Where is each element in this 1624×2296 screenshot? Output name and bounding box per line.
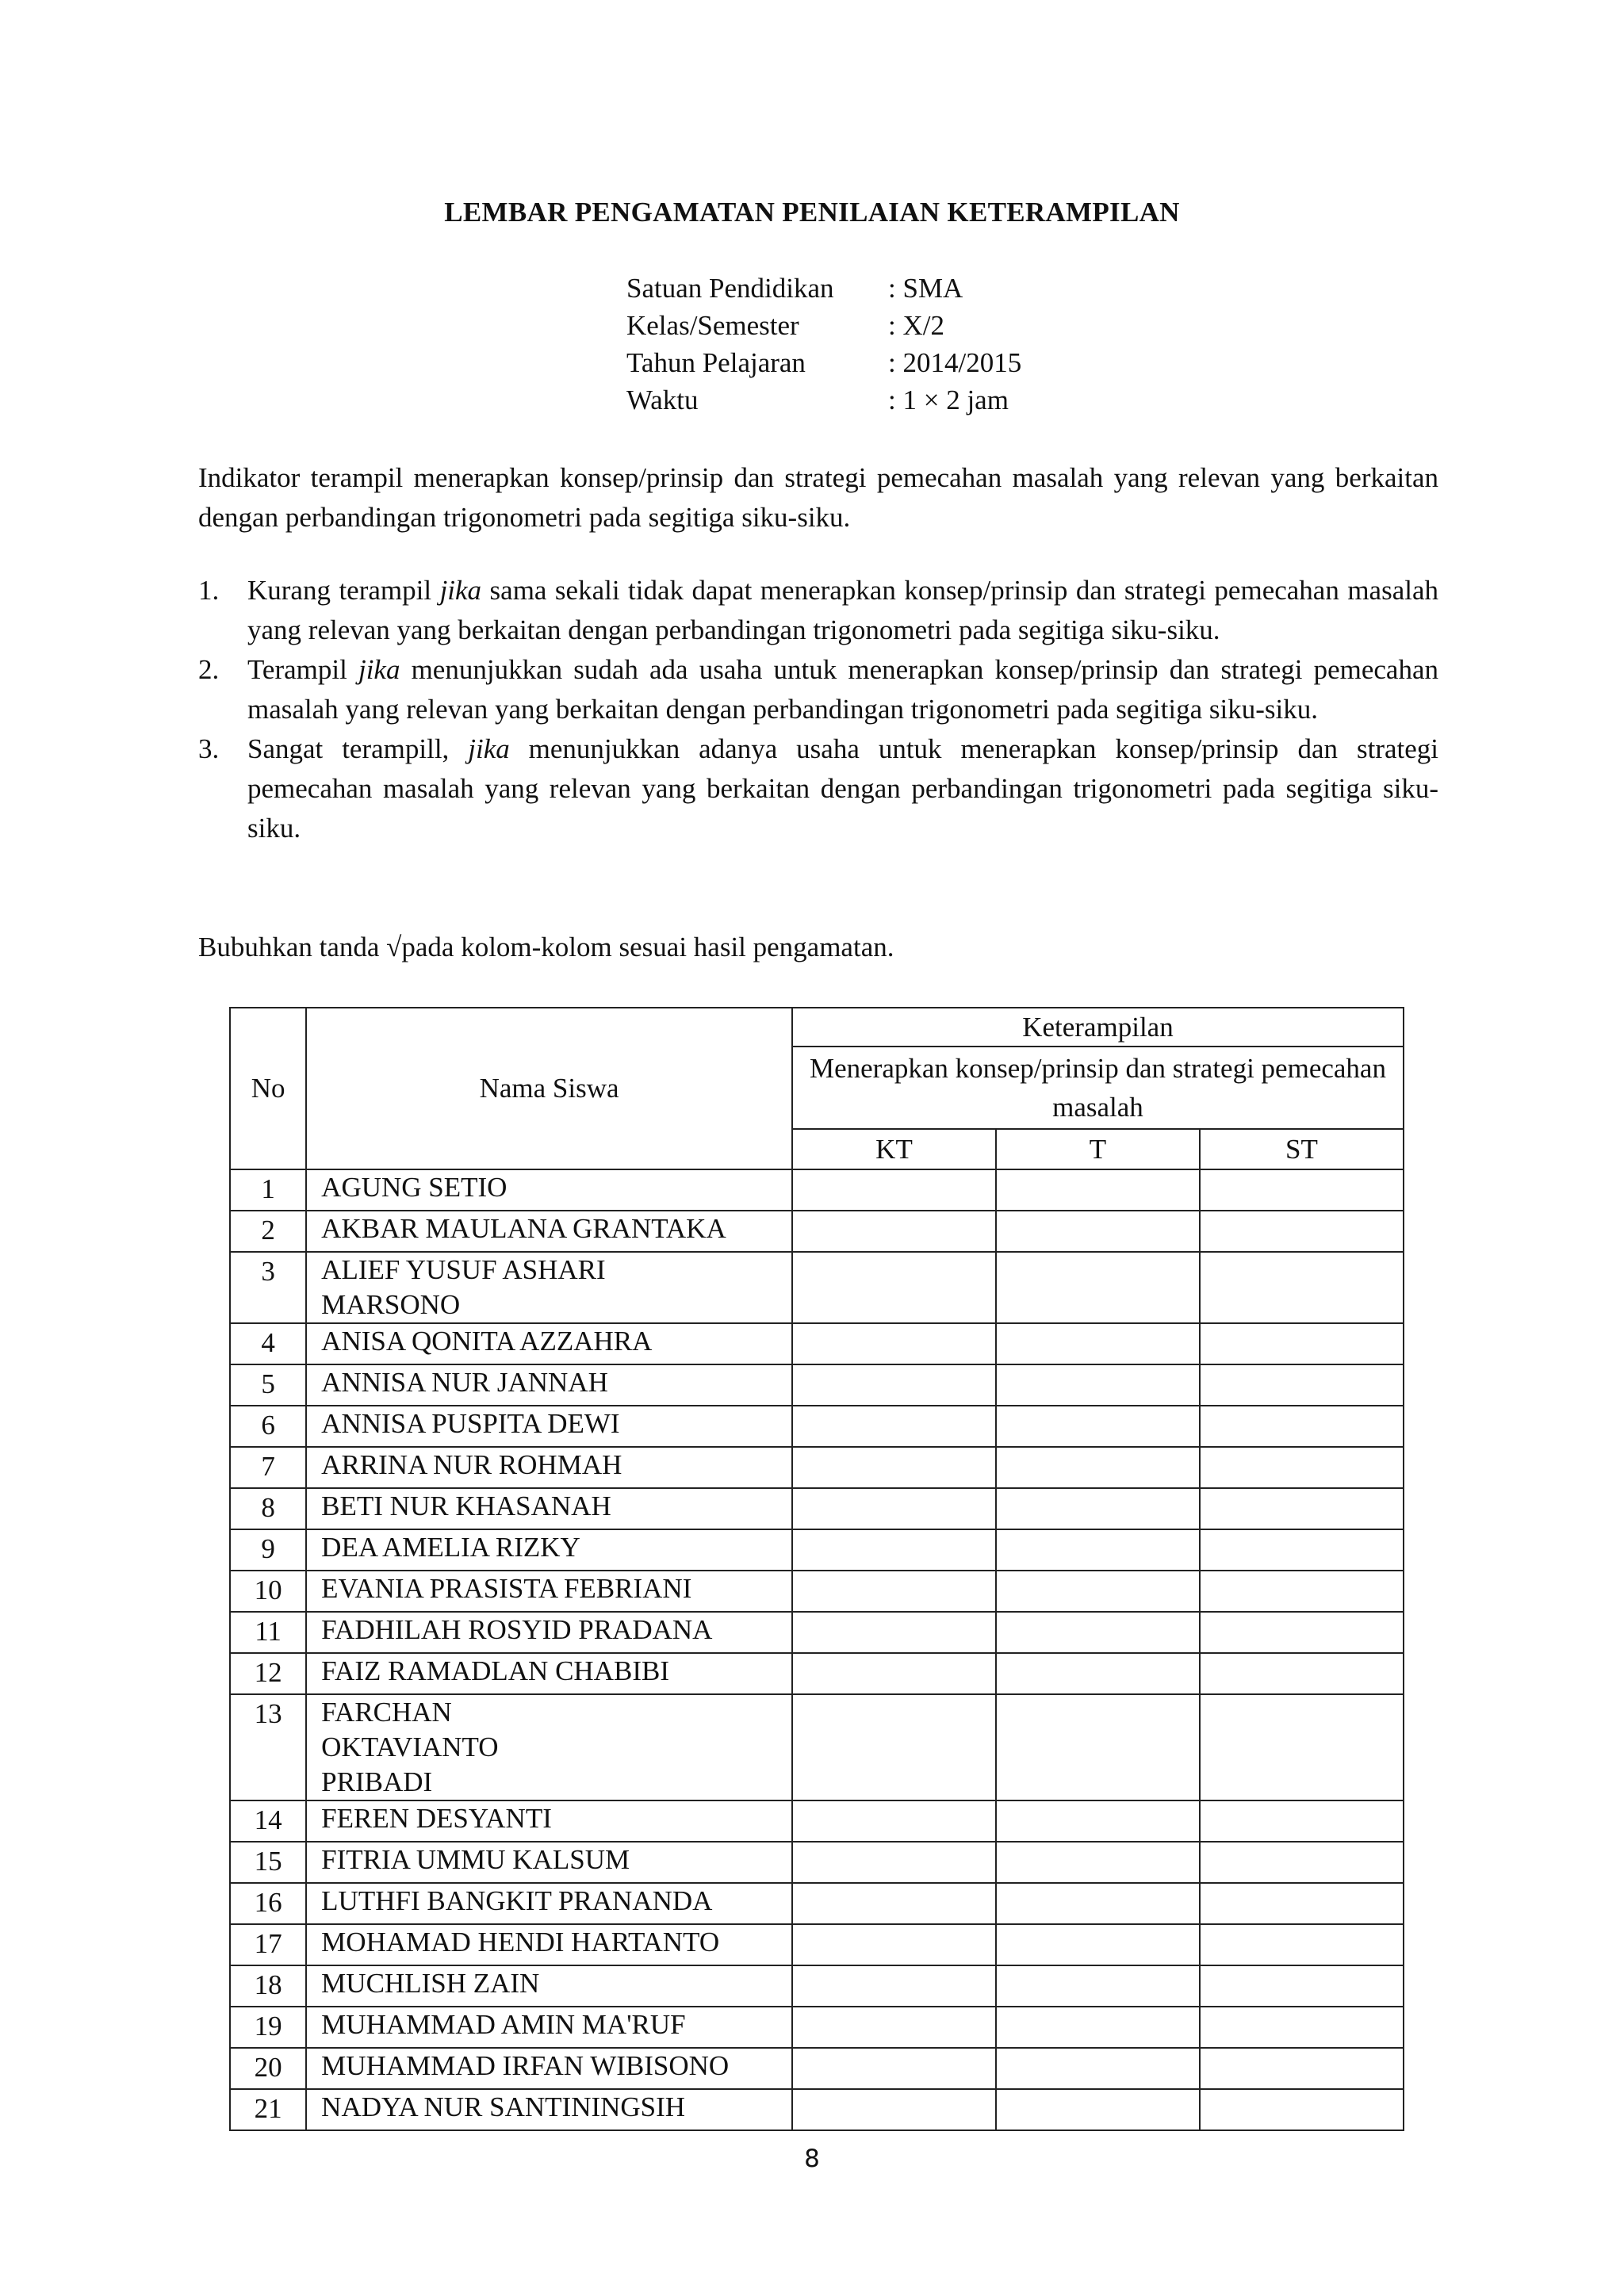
row-number: 16 [230, 1883, 306, 1924]
check-cell-kt[interactable] [792, 1169, 996, 1211]
table-row [230, 1252, 1404, 1323]
row-number: 11 [230, 1612, 306, 1653]
table-row [230, 1653, 1404, 1694]
table-body [230, 1169, 1404, 2130]
check-cell-st[interactable] [1200, 2007, 1404, 2048]
table-row [230, 1488, 1404, 1529]
table-row [230, 1883, 1404, 1924]
student-name: FAIZ RAMADLAN CHABIBI [306, 1653, 792, 1694]
criteria-text [247, 650, 1438, 729]
table-row [230, 2007, 1404, 2048]
meta-row [626, 270, 1021, 307]
check-cell-t[interactable] [996, 1883, 1200, 1924]
table-row [230, 1169, 1404, 1211]
check-cell-t[interactable] [996, 1924, 1200, 1965]
check-cell-st[interactable] [1200, 1447, 1404, 1488]
row-number: 14 [230, 1800, 306, 1842]
check-cell-kt[interactable] [792, 1529, 996, 1571]
check-cell-st[interactable] [1200, 1571, 1404, 1612]
check-cell-t[interactable] [996, 1364, 1200, 1406]
row-number: 6 [230, 1406, 306, 1447]
check-cell-kt[interactable] [792, 1842, 996, 1883]
table-row [230, 1571, 1404, 1612]
check-cell-t[interactable] [996, 1571, 1200, 1612]
student-name: MUHAMMAD IRFAN WIBISONO [306, 2048, 792, 2089]
check-cell-t[interactable] [996, 1323, 1200, 1364]
meta-value: : SMA [888, 273, 963, 304]
criteria-text [247, 729, 1438, 848]
check-cell-kt[interactable] [792, 1924, 996, 1965]
criteria-lead: Kurang terampil [247, 575, 440, 606]
check-cell-kt[interactable] [792, 1800, 996, 1842]
row-number: 2 [230, 1211, 306, 1252]
student-name: FITRIA UMMU KALSUM [306, 1842, 792, 1883]
check-cell-t[interactable] [996, 1842, 1200, 1883]
student-name: EVANIA PRASISTA FEBRIANI [306, 1571, 792, 1612]
check-cell-kt[interactable] [792, 2048, 996, 2089]
table-row [230, 1364, 1404, 1406]
criteria-list [198, 571, 1438, 848]
row-number: 1 [230, 1169, 306, 1211]
student-name: AGUNG SETIO [306, 1169, 792, 1211]
criteria-rest: menunjukkan adanya usaha untuk menerapkan konsep/prinsip dan strategi pemecahan masalah yang relevan yang berkaitan dengan perbandingan trigonometri pada segitiga siku-siku. [247, 733, 1438, 844]
criteria-italic: jika [468, 733, 510, 764]
instruction-text: Bubuhkan tanda √pada kolom-kolom sesuai hasil pengamatan. [198, 932, 894, 962]
check-cell-st[interactable] [1200, 1488, 1404, 1529]
meta-label: Kelas/Semester [626, 310, 799, 341]
row-number: 13 [230, 1694, 306, 1800]
header-st: ST [1200, 1129, 1404, 1169]
student-name: DEA AMELIA RIZKY [306, 1529, 792, 1571]
table-row [230, 1529, 1404, 1571]
table-row [230, 1323, 1404, 1364]
table-row [230, 1211, 1404, 1252]
check-cell-kt[interactable] [792, 1211, 996, 1252]
row-number: 3 [230, 1252, 306, 1323]
criteria-rest: menunjukkan sudah ada usaha untuk menerapkan konsep/prinsip dan strategi pemecahan masalah yang relevan yang berkaitan dengan perbandingan trigonometri pada segitiga siku-siku. [247, 654, 1438, 725]
check-cell-st[interactable] [1200, 1364, 1404, 1406]
criteria-italic: jika [358, 654, 400, 685]
criteria-italic: jika [439, 575, 482, 606]
check-cell-t[interactable] [996, 1406, 1200, 1447]
check-cell-st[interactable] [1200, 1842, 1404, 1883]
check-cell-kt[interactable] [792, 2089, 996, 2130]
meta-row [626, 344, 1021, 381]
check-cell-t[interactable] [996, 1653, 1200, 1694]
check-cell-kt[interactable] [792, 1252, 996, 1323]
criteria-number: 1. [198, 575, 220, 606]
check-cell-st[interactable] [1200, 1211, 1404, 1252]
student-name: ARRINA NUR ROHMAH [306, 1447, 792, 1488]
meta-label: Waktu [626, 385, 699, 415]
page-title: LEMBAR PENGAMATAN PENILAIAN KETERAMPILAN [444, 197, 1180, 228]
check-cell-t[interactable] [996, 1488, 1200, 1529]
criteria-lead: Sangat terampill, [247, 733, 469, 764]
check-cell-st[interactable] [1200, 1694, 1404, 1800]
meta-row [626, 307, 1021, 344]
row-number: 18 [230, 1965, 306, 2007]
check-cell-t[interactable] [996, 2007, 1200, 2048]
check-cell-kt[interactable] [792, 1488, 996, 1529]
check-cell-st[interactable] [1200, 1883, 1404, 1924]
table-row [230, 1924, 1404, 1965]
check-cell-t[interactable] [996, 1211, 1200, 1252]
student-name: MUCHLISH ZAIN [306, 1965, 792, 2007]
table-row [230, 1406, 1404, 1447]
student-name: NADYA NUR SANTININGSIH [306, 2089, 792, 2130]
check-cell-st[interactable] [1200, 2089, 1404, 2130]
page-number: 8 [804, 2145, 820, 2173]
check-cell-kt[interactable] [792, 1883, 996, 1924]
header-row [230, 1008, 1404, 1047]
row-number: 15 [230, 1842, 306, 1883]
indicator-paragraph: Indikator terampil menerapkan konsep/prinsip dan strategi pemecahan masalah yang relevan yang berkaitan dengan perbandingan trigonometri pada segitiga siku-siku. [198, 462, 1438, 533]
meta-value: : 1 × 2 jam [888, 385, 1009, 415]
row-number: 20 [230, 2048, 306, 2089]
check-cell-kt[interactable] [792, 2007, 996, 2048]
check-cell-kt[interactable] [792, 1653, 996, 1694]
meta-value: : 2014/2015 [888, 347, 1022, 378]
check-cell-t[interactable] [996, 1447, 1200, 1488]
student-name: BETI NUR KHASANAH [306, 1488, 792, 1529]
table-row [230, 2089, 1404, 2130]
table-header [230, 1008, 1404, 1169]
check-cell-t[interactable] [996, 1529, 1200, 1571]
meta-label: Tahun Pelajaran [626, 347, 806, 378]
row-number: 7 [230, 1447, 306, 1488]
header-subskill: Menerapkan konsep/prinsip dan strategi pemecahan masalah [792, 1047, 1404, 1129]
criteria-text [247, 571, 1438, 650]
criteria-lead: Terampil [247, 654, 358, 685]
check-cell-kt[interactable] [792, 1406, 996, 1447]
check-cell-kt[interactable] [792, 1447, 996, 1488]
table-row [230, 1694, 1404, 1800]
check-cell-t[interactable] [996, 2089, 1200, 2130]
check-cell-t[interactable] [996, 1169, 1200, 1211]
row-number: 17 [230, 1924, 306, 1965]
row-number: 12 [230, 1653, 306, 1694]
table-row [230, 1800, 1404, 1842]
check-cell-kt[interactable] [792, 1965, 996, 2007]
check-cell-st[interactable] [1200, 1612, 1404, 1653]
metadata-block [626, 270, 1021, 419]
student-name: ALIEF YUSUF ASHARI MARSONO [306, 1252, 792, 1323]
check-cell-kt[interactable] [792, 1612, 996, 1653]
criteria-number: 3. [198, 733, 220, 764]
meta-label: Satuan Pendidikan [626, 273, 834, 304]
observation-table [229, 1007, 1404, 2131]
row-number: 9 [230, 1529, 306, 1571]
check-cell-st[interactable] [1200, 1965, 1404, 2007]
check-cell-st[interactable] [1200, 1529, 1404, 1571]
criteria-item [198, 571, 1438, 650]
row-number: 10 [230, 1571, 306, 1612]
header-t: T [996, 1129, 1200, 1169]
table-row [230, 1842, 1404, 1883]
student-name: FEREN DESYANTI [306, 1800, 792, 1842]
student-name: FARCHAN OKTAVIANTO PRIBADI [306, 1694, 792, 1800]
check-cell-t[interactable] [996, 1694, 1200, 1800]
check-cell-kt[interactable] [792, 1571, 996, 1612]
criteria-item [198, 650, 1438, 729]
student-name: MOHAMAD HENDI HARTANTO [306, 1924, 792, 1965]
criteria-rest: sama sekali tidak dapat menerapkan konsep/prinsip dan strategi pemecahan masalah yang relevan yang berkaitan dengan perbandingan trigonometri pada segitiga siku-siku. [247, 575, 1438, 645]
check-cell-kt[interactable] [792, 1364, 996, 1406]
check-cell-st[interactable] [1200, 1252, 1404, 1323]
criteria-item [198, 729, 1438, 848]
check-cell-t[interactable] [996, 1800, 1200, 1842]
student-name: ANNISA PUSPITA DEWI [306, 1406, 792, 1447]
check-cell-st[interactable] [1200, 1800, 1404, 1842]
row-number: 19 [230, 2007, 306, 2048]
row-number: 5 [230, 1364, 306, 1406]
header-no: No [230, 1008, 306, 1169]
student-name: MUHAMMAD AMIN MA'RUF [306, 2007, 792, 2048]
student-name: AKBAR MAULANA GRANTAKA [306, 1211, 792, 1252]
check-cell-st[interactable] [1200, 1406, 1404, 1447]
student-name: FADHILAH ROSYID PRADANA [306, 1612, 792, 1653]
student-name: ANISA QONITA AZZAHRA [306, 1323, 792, 1364]
table-row [230, 1447, 1404, 1488]
check-cell-kt[interactable] [792, 1694, 996, 1800]
table-row [230, 2048, 1404, 2089]
table-row [230, 1612, 1404, 1653]
meta-row [626, 381, 1021, 419]
check-cell-kt[interactable] [792, 1323, 996, 1364]
check-cell-st[interactable] [1200, 1653, 1404, 1694]
check-cell-st[interactable] [1200, 1169, 1404, 1211]
check-cell-t[interactable] [996, 1612, 1200, 1653]
header-kt: KT [792, 1129, 996, 1169]
student-name: LUTHFI BANGKIT PRANANDA [306, 1883, 792, 1924]
check-cell-st[interactable] [1200, 1323, 1404, 1364]
row-number: 4 [230, 1323, 306, 1364]
check-cell-t[interactable] [996, 1965, 1200, 2007]
header-skill: Keterampilan [792, 1008, 1404, 1047]
meta-value: : X/2 [888, 310, 944, 341]
row-number: 21 [230, 2089, 306, 2130]
table-row [230, 1965, 1404, 2007]
student-name: ANNISA NUR JANNAH [306, 1364, 792, 1406]
row-number: 8 [230, 1488, 306, 1529]
check-cell-t[interactable] [996, 2048, 1200, 2089]
check-cell-t[interactable] [996, 1252, 1200, 1323]
check-cell-st[interactable] [1200, 2048, 1404, 2089]
check-cell-st[interactable] [1200, 1924, 1404, 1965]
criteria-number: 2. [198, 654, 220, 685]
header-name: Nama Siswa [306, 1008, 792, 1169]
